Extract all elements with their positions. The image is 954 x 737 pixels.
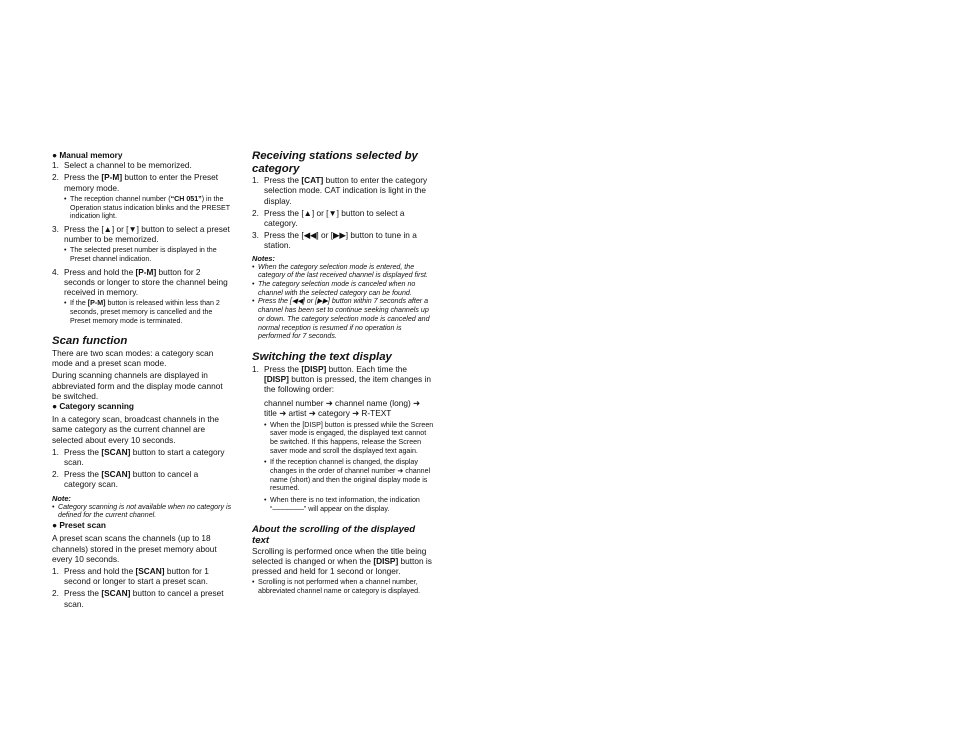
left-column: [52, 150, 232, 609]
category-scan-note-heading: Note:: [52, 493, 71, 503]
preset-scan-step-2: 2. Press the [SCAN] button to cancel a preset scan.: [52, 588, 224, 609]
recv-note-3: • Press the [◀◀] or [▶▶] button within 7 seconds after a channel has been set to continue seeking channels up or down. The category selection mode is canceled and normal reception is resumed if no operation is performed for 7 seconds.: [252, 297, 430, 341]
recv-step-1: 1. Press the [CAT] button to enter the category selection mode. CAT indication is light in the display.: [252, 175, 428, 206]
manual-step-4: 4. Press and hold the [P-M] button for 2 seconds or longer to store the channel being received in memory.: [52, 266, 228, 298]
switch-note-1: • When the [DISP] button is pressed while the Screen saver mode is engaged, the displayed text cannot be switched. If this happens, release the Screen saver mode and scroll the displayed text again.: [264, 420, 434, 455]
scrolling-note: • Scrolling is not performed when a channel number, abbreviated channel name or category is displayed.: [252, 578, 421, 595]
switch-note-3: • When there is no text information, the indication “––––––––” will appear on the display.: [264, 496, 420, 513]
switch-step-1: 1. Press the [DISP] button. Each time the [DISP] button is pressed, the item changes in the following order:: [252, 363, 431, 394]
receiving-by-category-heading: Receiving stations selected by category: [252, 150, 418, 175]
recv-note-2: • The category selection mode is canceled when no channel with the selected category can be found.: [252, 280, 416, 297]
scan-intro-paragraph: There are two scan modes: a category scan mode and a preset scan mode.: [52, 348, 214, 369]
category-scanning-paragraph: In a category scan, broadcast channels in the same category as the current channel are selected about every 10 seconds.: [52, 414, 219, 445]
recv-step-3: 3. Press the [◀◀] or [▶▶] button to tune in a station.: [252, 230, 417, 251]
category-scan-note: • Category scanning is not available when no category is defined for the current channel.: [52, 502, 232, 520]
manual-step-3: 3. Press the [▲] or [▼] button to select a preset number to be memorized.: [52, 223, 230, 245]
preset-scan-heading: ● Preset scan: [52, 520, 106, 531]
scrolling-paragraph: Scrolling is performed once when the title being selected is changed or when the [DISP] button is pressed and held for 1 second or longer.: [252, 545, 432, 576]
preset-scan-paragraph: A preset scan scans the channels (up to 18 channels) stored in the preset memory about every 10 seconds.: [52, 533, 217, 564]
manual-step-2-note: • The reception channel number (“CH 051”) in the Operation status indication blinks and the PRESET indication light.: [64, 194, 230, 221]
switch-note-2: • If the reception channel is changed, the display changes in the order of channel number ➜ channel name (short) and then the original display mode is resumed.: [264, 458, 431, 493]
manual-step-2: 2. Press the [P-M] button to enter the Preset memory mode.: [52, 172, 219, 193]
manual-step-3-note: • The selected preset number is displayed in the Preset channel indication.: [64, 246, 217, 264]
preset-scan-step-1: 1. Press and hold the [SCAN] button for 1 second or longer to start a preset scan.: [52, 565, 209, 587]
display-order-sequence: channel number ➜ channel name (long) ➜ title ➜ artist ➜ category ➜ R-TEXT: [264, 398, 420, 419]
category-scan-step-2: 2. Press the [SCAN] button to cancel a category scan.: [52, 469, 199, 490]
switching-text-display-heading: Switching the text display: [252, 350, 392, 363]
manual-memory-heading: ● Manual memory: [52, 150, 123, 160]
scan-function-heading: Scan function: [52, 335, 128, 348]
manual-step-1: 1. Select a channel to be memorized.: [52, 160, 192, 171]
manual-step-4-note: • If the [P-M] button is released within less than 2 seconds, preset memory is cancelled and the Preset memory mode is terminated.: [64, 299, 220, 325]
right-column: [252, 150, 434, 596]
scrolling-text-heading: About the scrolling of the displayed text: [252, 523, 416, 546]
recv-note-1: • When the category selection mode is entered, the category of the last received channel is displayed first.: [252, 262, 428, 280]
recv-notes-heading: Notes:: [252, 253, 275, 263]
category-scan-step-1: 1. Press the [SCAN] button to start a category scan.: [52, 446, 225, 468]
scan-display-paragraph: During scanning channels are displayed in abbreviated form and the display mode cannot be switched.: [52, 370, 223, 401]
category-scanning-heading: ● Category scanning: [52, 401, 135, 412]
recv-step-2: 2. Press the [▲] or [▼] button to select a category.: [252, 207, 405, 228]
